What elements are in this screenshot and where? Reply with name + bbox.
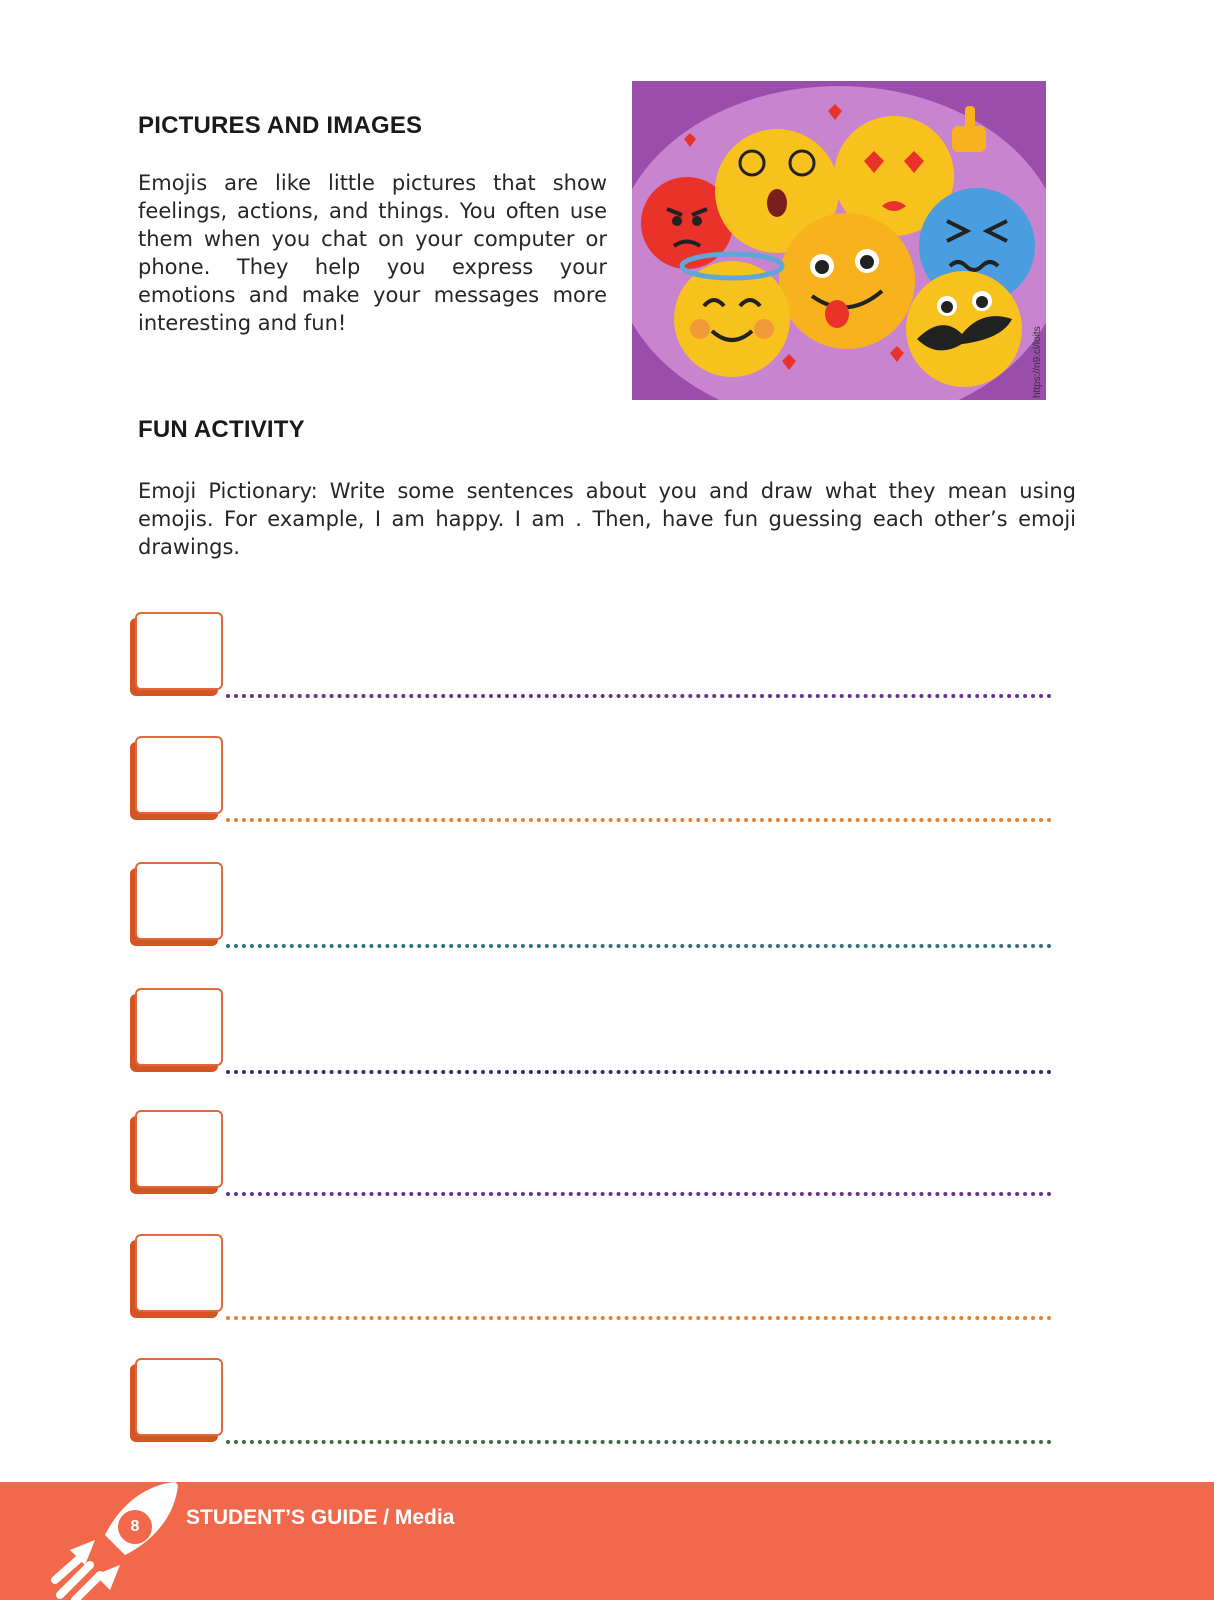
answer-row	[128, 1234, 1068, 1330]
answer-line[interactable]	[226, 944, 1052, 948]
answer-line[interactable]	[226, 1440, 1052, 1444]
footer-title	[186, 1506, 454, 1530]
activity-instructions: Emoji Pictionary: Write some sentences about you and draw what they mean using emojis. For example, I am happy. I am . Then, have fun guessing each other’s emoji drawings.	[138, 479, 1076, 559]
intro-paragraph: Emojis are like little pictures that show feelings, actions, and things. You often use them when you chat on your computer or phone. They help you express your emotions and make your messages more interesting and fun!	[138, 171, 607, 335]
rocket-icon	[50, 1480, 190, 1600]
emoji-illustration	[632, 81, 1046, 400]
guide-label: STUDENT’S GUIDE	[186, 1506, 378, 1529]
answer-line[interactable]	[226, 818, 1052, 822]
answer-line[interactable]	[226, 694, 1052, 698]
section-heading-fun-activity: FUN ACTIVITY	[138, 416, 305, 443]
emoji-draw-box[interactable]	[135, 988, 223, 1066]
answer-row	[128, 988, 1068, 1084]
emoji-draw-box[interactable]	[135, 612, 223, 690]
answer-line[interactable]	[226, 1192, 1052, 1196]
subject-label: Media	[394, 1506, 455, 1529]
answer-row	[128, 736, 1068, 832]
answer-line[interactable]	[226, 1316, 1052, 1320]
emoji-draw-box[interactable]	[135, 1358, 223, 1436]
answer-row	[128, 1110, 1068, 1206]
image-credit: https://n9.cl/loits	[1032, 326, 1043, 398]
answer-row	[128, 612, 1068, 708]
section-heading-pictures: PICTURES AND IMAGES	[138, 112, 423, 139]
emoji-draw-box[interactable]	[135, 1110, 223, 1188]
answer-line[interactable]	[226, 1070, 1052, 1074]
answer-row	[128, 862, 1068, 958]
footer-separator: /	[377, 1506, 395, 1529]
emoji-draw-box[interactable]	[135, 736, 223, 814]
answer-row	[128, 1358, 1068, 1454]
emoji-draw-box[interactable]	[135, 862, 223, 940]
emoji-draw-box[interactable]	[135, 1234, 223, 1312]
page-number: 8	[118, 1510, 152, 1544]
